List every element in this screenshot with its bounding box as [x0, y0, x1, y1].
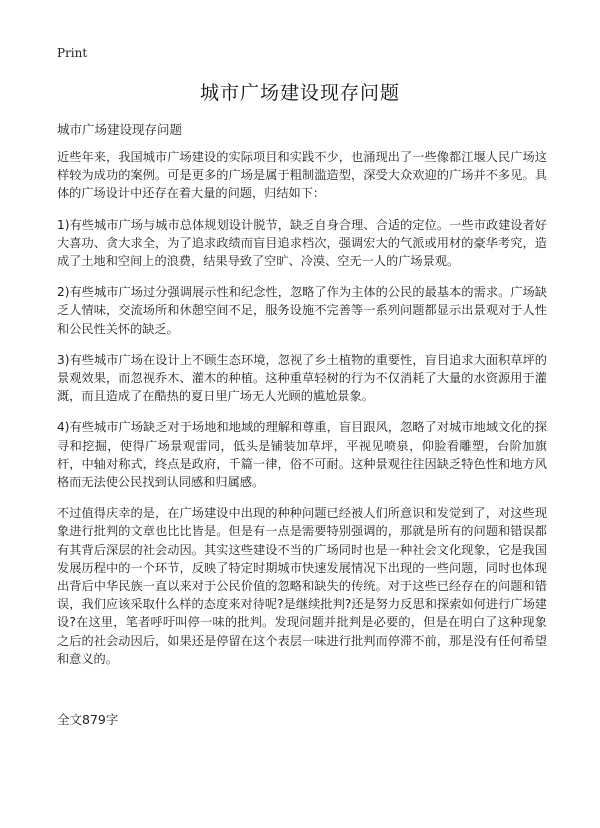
- word-count: 全文879字: [57, 712, 119, 727]
- paragraph-point-1: 1)有些城市广场与城市总体规划设计脱节，缺乏自身合理、合适的定位。一些市政建设者好大喜功、贪大求全，为了追求政绩而盲目追求档次，强调宏大的气派或用材的豪华考究，造成了土地和空间上的浪费，结果导致了空旷、冷漠、空无一人的广场景观。: [57, 217, 547, 269]
- article-body: [57, 148, 547, 681]
- paragraph-point-2: 2)有些城市广场过分强调展示性和纪念性，忽略了作为主体的公民的最基本的需求。广场缺乏人情味，交流场所和休憩空间不足，服务设施不完善等一系列问题都显示出景观对于人性和公民性关怀的缺乏。: [57, 285, 547, 336]
- page-title: 城市广场建设现存问题: [199, 82, 400, 104]
- article-subtitle: 城市广场建设现存问题: [57, 122, 183, 137]
- paragraph-intro: 近些年来，我国城市广场建设的实际项目和实践不少，也涌现出了一些像都江堰人民广场这样较为成功的案例。可是更多的广场是属于粗制滥造型，深受大众欢迎的广场并不多见。具体的广场设计中还存在着大量的问题，归结如下：: [57, 150, 547, 201]
- paragraph-conclusion: 不过值得庆幸的是，在广场建设中出现的种种问题已经被人们所意识和发觉到了，对这些现象进行批判的文章也比比皆是。但是有一点是需要特别强调的，那就是所有的问题和错误都有其背后深层的社会动因。其实这些建设不当的广场同时也是一种社会文化现象，它是我国发展历程中的一个环节，反映了特定时期城市快速发展情况下出现的一些问题，同时也体现出背后中华民族一直以来对于公民价值的忽略和缺失的传统。对于这些已经存在的问题和错误，我们应该采取什么样的态度来对待呢?是继续批判?还是努力反思和探索如何进行广场建设?在这里，笔者呼吁叫停一味的批判。发现问题并批判是必要的，但是在明白了这种现象之后的社会动因后，如果还是停留在这个表层一味进行批判而停滞不前，那是没有任何希望和意义的。: [57, 506, 547, 666]
- paragraph-point-3: 3)有些城市广场在设计上不顾生态环境，忽视了乡土植物的重要性，盲目追求大面积草坪的景观效果，而忽视乔木、灌木的种植。这种重草轻树的行为不仅消耗了大量的水资源用于灌溉，而且造成了在酷热的夏日里广场无人光顾的尴尬景象。: [57, 352, 547, 404]
- paragraph-point-4: 4)有些城市广场缺乏对于场地和地域的理解和尊重，盲目跟风，忽略了对城市地域文化的探寻和挖掘，使得广场景观雷同，低头是铺装加草坪，平视见喷泉，仰脸看雕塑，台阶加旗杆，中轴对称式，终点是政府，千篇一律，俗不可耐。这种景观往往因缺乏特色性和地方风格而无法使公民找到认同感和归属感。: [57, 420, 547, 490]
- print-link[interactable]: Print: [57, 46, 88, 60]
